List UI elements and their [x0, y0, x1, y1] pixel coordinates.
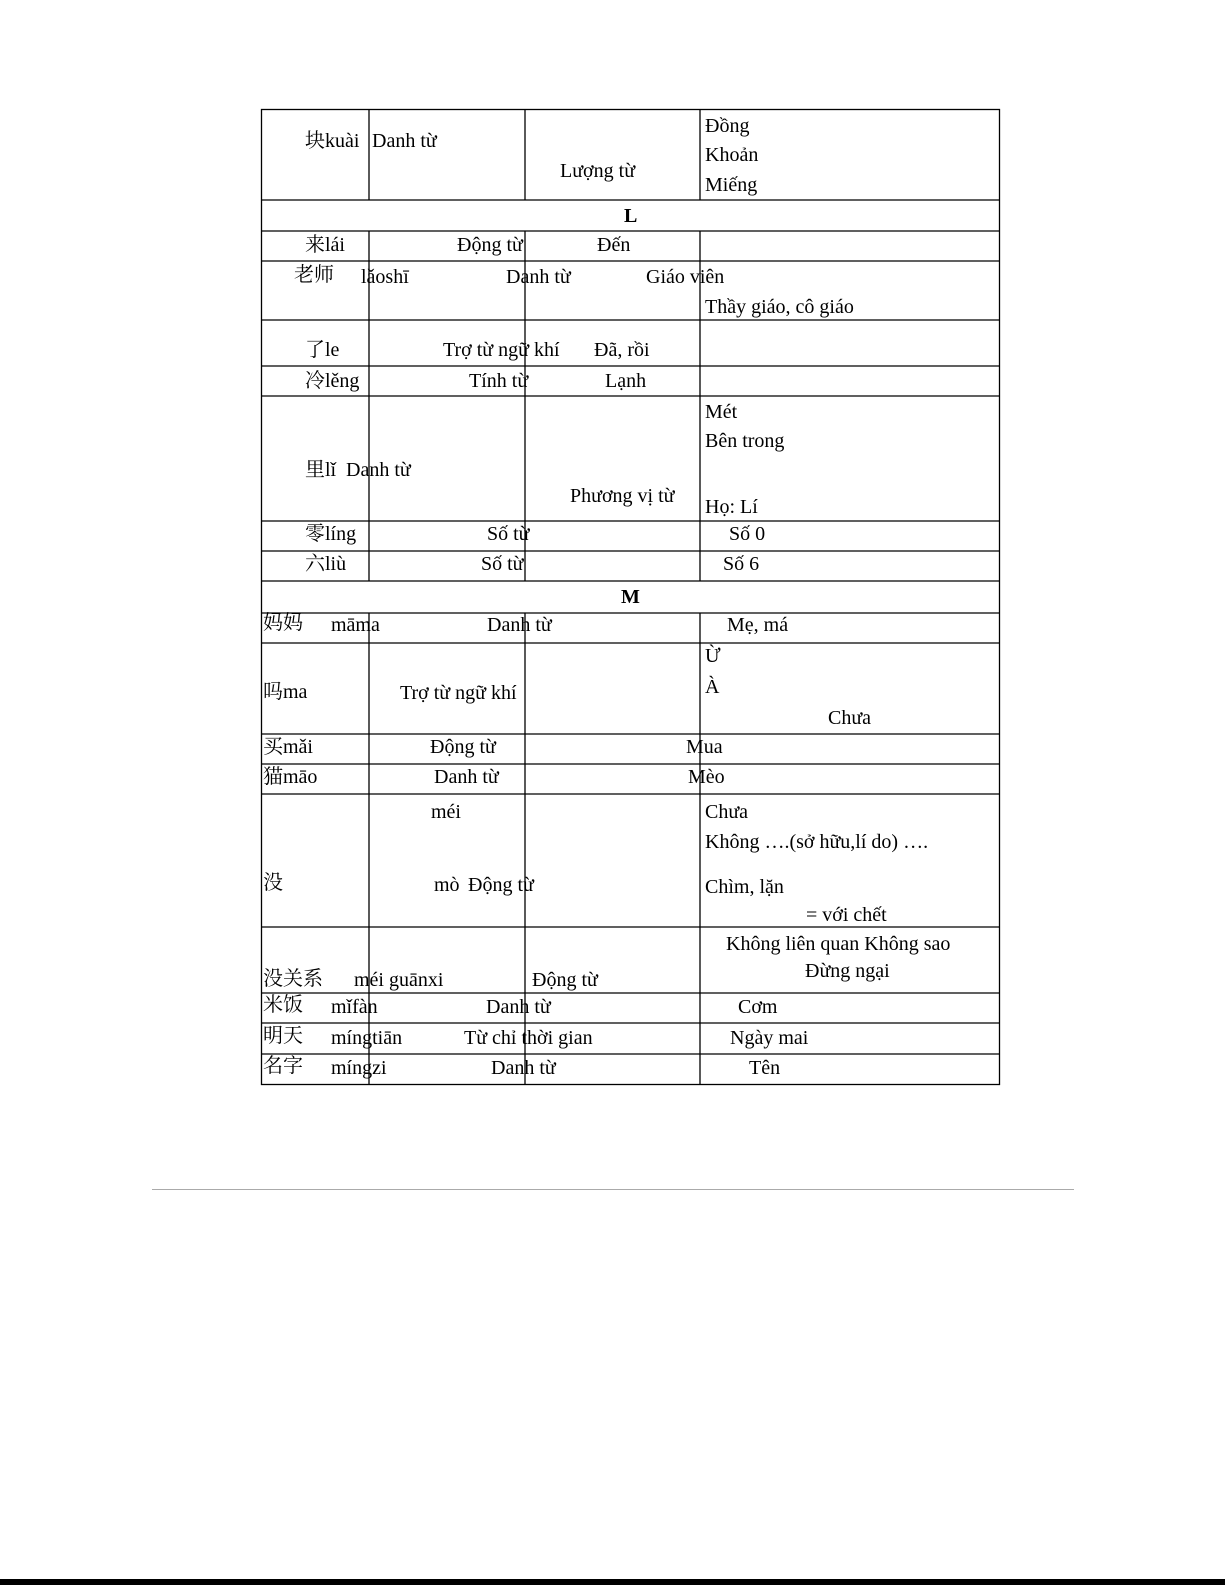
- pinyin-mingzi: míngzi: [331, 1057, 387, 1079]
- pos-leng: Tính từ: [469, 370, 529, 392]
- pos-lai: Động từ: [457, 234, 523, 256]
- pos-mai: Động từ: [430, 736, 496, 758]
- meaning-laoshi-1: Giáo viên: [646, 266, 725, 288]
- pos2-li: Phương vị từ: [570, 485, 675, 507]
- hanzi-mingtian: 明天: [263, 1025, 303, 1047]
- hanzi-mingzi: 名字: [263, 1055, 303, 1077]
- pos-liu: Số từ: [481, 553, 524, 575]
- section-header-l: L: [624, 205, 638, 227]
- pos-ling: Số từ: [487, 523, 530, 545]
- word-mao: 猫māo: [263, 766, 318, 788]
- pos-laoshi: Danh từ: [506, 266, 571, 288]
- pinyin-mifan: mǐfàn: [331, 996, 378, 1018]
- pos-li: Danh từ: [346, 459, 411, 481]
- meaning-leng: Lạnh: [605, 370, 647, 392]
- meaning-ma-2: À: [705, 676, 720, 698]
- hanzi-mama: 妈妈: [263, 612, 303, 634]
- pos-kuai: Danh từ: [372, 130, 437, 152]
- section-header-m: M: [621, 586, 640, 608]
- meaning-mei-2: Không ….(sở hữu,lí do) ….: [705, 831, 929, 853]
- pos-mingzi: Danh từ: [491, 1057, 556, 1079]
- word-le: 了le: [305, 339, 340, 361]
- meaning-meiguanxi-2: Đừng ngại: [805, 960, 890, 982]
- word-kuai: 块kuài: [305, 130, 360, 152]
- meaning-mei-1: Chưa: [705, 801, 749, 823]
- pinyin-mei: méi: [431, 801, 461, 823]
- meaning-laoshi-2: Thầy giáo, cô giáo: [705, 296, 854, 318]
- pos-mao: Danh từ: [434, 766, 499, 788]
- pinyin-mingtian: míngtiān: [331, 1027, 403, 1049]
- meaning-kuai-3: Miếng: [705, 174, 758, 196]
- pos-mifan: Danh từ: [486, 996, 551, 1018]
- bottom-edge-bar: [0, 1579, 1225, 1585]
- pinyin-mo: mò: [434, 874, 460, 896]
- word-leng: 冷lěng: [305, 370, 360, 392]
- meaning-le: Đã, rồi: [594, 339, 650, 361]
- pos-mei: Động từ: [468, 874, 534, 896]
- word-lai: 来lái: [305, 234, 345, 256]
- pos-meiguanxi: Động từ: [532, 969, 598, 991]
- word-ma: 吗ma: [263, 681, 308, 703]
- meaning-ma-3: Chưa: [828, 707, 872, 729]
- meaning-ling: Số 0: [729, 523, 766, 545]
- word-li: 里lǐ: [305, 459, 337, 481]
- hanzi-mei: 没: [263, 872, 283, 894]
- meaning-kuai-1: Đồng: [705, 115, 750, 137]
- meaning-mingzi: Tên: [749, 1057, 781, 1079]
- meaning-mei-4: = với chết: [806, 904, 887, 926]
- pos-ma: Trợ từ ngữ khí: [400, 682, 517, 704]
- hanzi-mifan: 米饭: [263, 994, 303, 1016]
- meaning-mingtian: Ngày mai: [730, 1027, 809, 1049]
- meaning-mama: Mẹ, má: [727, 614, 789, 636]
- pinyin-laoshi: lǎoshī: [361, 266, 409, 288]
- meaning-mao: Mèo: [688, 766, 725, 788]
- meaning-li-2: Bên trong: [705, 430, 785, 452]
- page-separator: [152, 1189, 1074, 1190]
- meaning-mifan: Cơm: [738, 996, 778, 1018]
- pos-mama: Danh từ: [487, 614, 552, 636]
- word-mai: 买mǎi: [263, 736, 313, 758]
- meaning-mai: Mua: [686, 736, 723, 758]
- meaning-liu: Số 6: [723, 553, 760, 575]
- meaning-li-3: Họ: Lí: [705, 496, 758, 518]
- pinyin-meiguanxi: méi guānxi: [354, 969, 444, 991]
- pos2-kuai: Lượng từ: [560, 160, 636, 182]
- pinyin-mama: māma: [331, 614, 380, 636]
- meaning-li-1: Mét: [705, 401, 738, 423]
- meaning-ma-1: Ừ: [705, 645, 721, 667]
- hanzi-laoshi: 老师: [294, 264, 334, 286]
- word-ling: 零líng: [305, 523, 357, 545]
- meaning-lai: Đến: [597, 234, 631, 256]
- meaning-mei-3: Chìm, lặn: [705, 876, 784, 898]
- meaning-meiguanxi-1: Không liên quan Không sao: [726, 933, 951, 955]
- hanzi-meiguanxi: 没关系: [263, 968, 323, 990]
- pos-le: Trợ từ ngữ khí: [443, 339, 560, 361]
- word-liu: 六liù: [305, 553, 347, 575]
- pos-mingtian: Từ chỉ thời gian: [464, 1027, 593, 1049]
- meaning-kuai-2: Khoản: [705, 144, 759, 166]
